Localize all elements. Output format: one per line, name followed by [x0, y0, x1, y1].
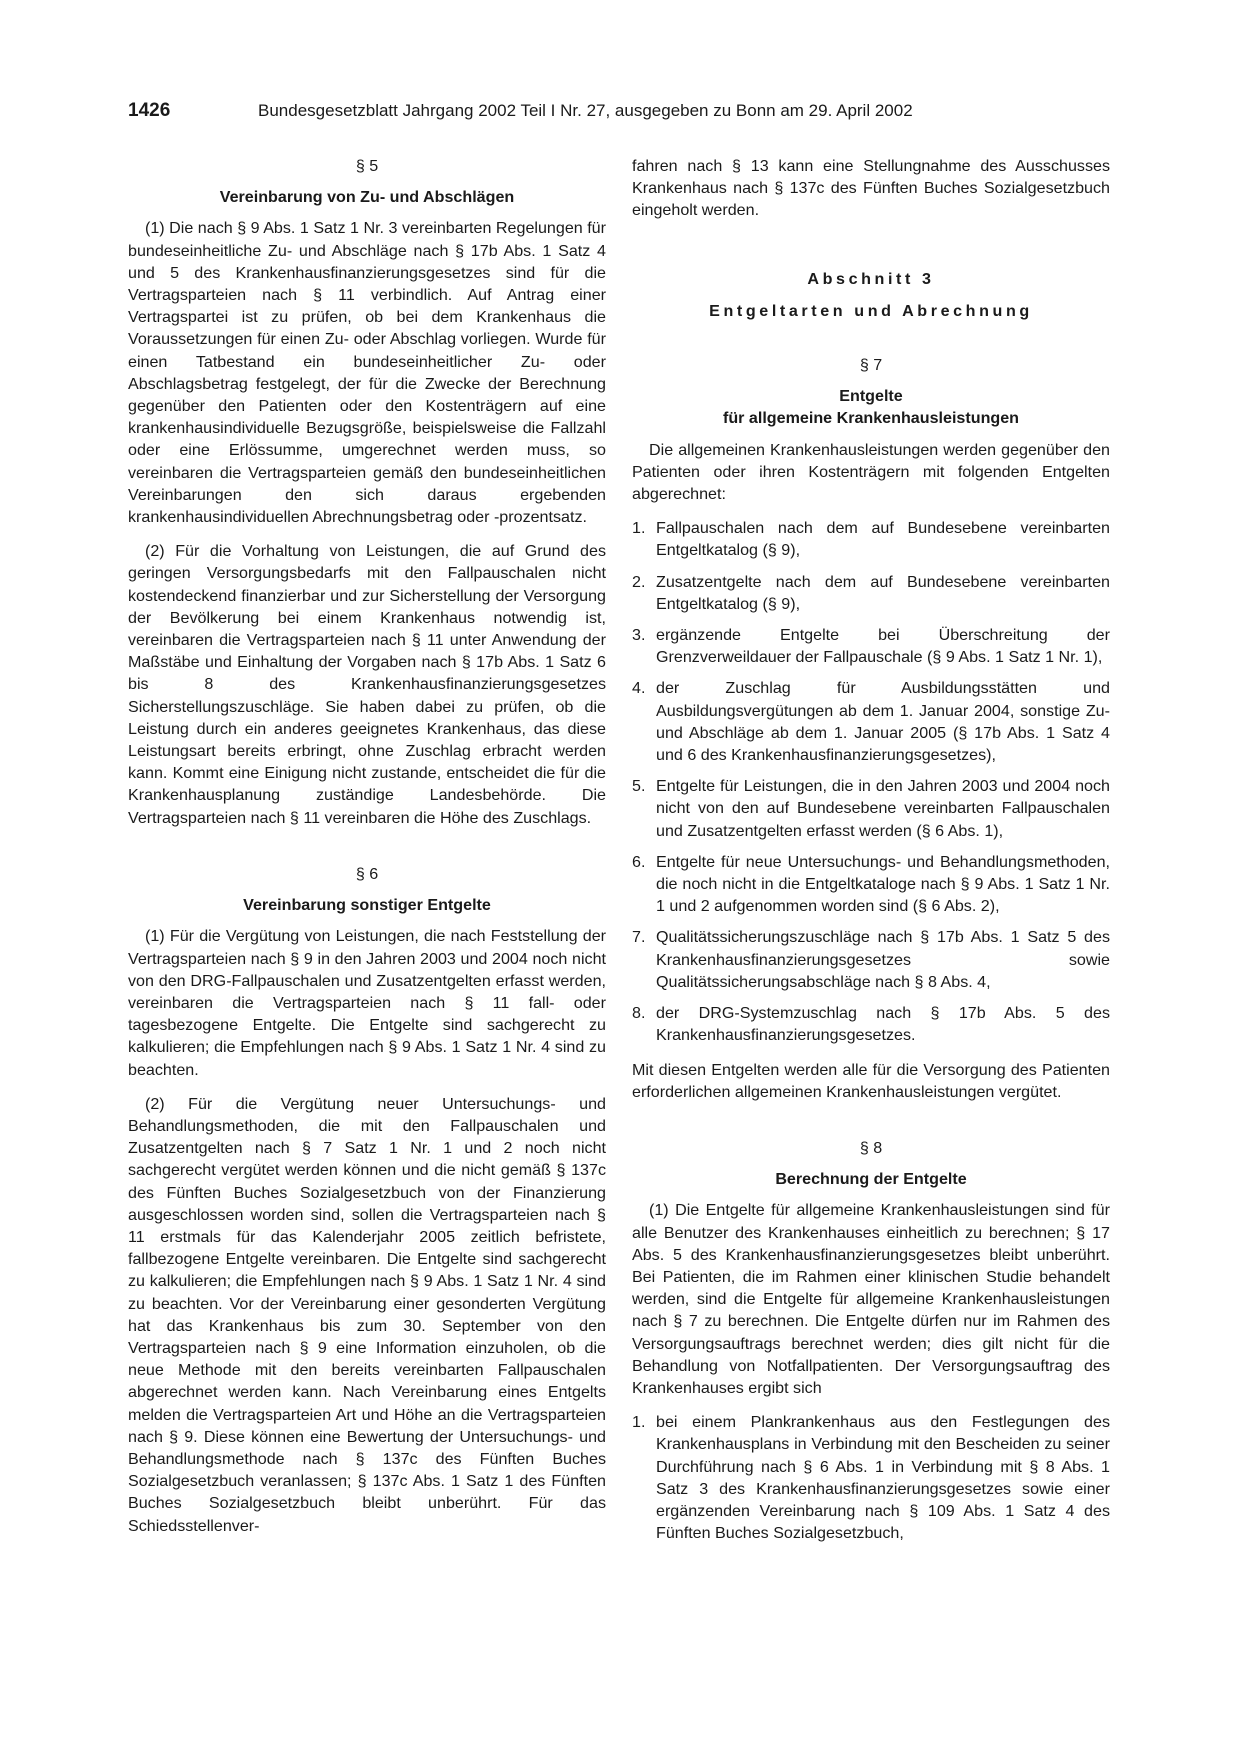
list-item: 8. der DRG-Systemzuschlag nach § 17b Abs. 5 des Krankenhausfinanzierungsgesetzes. — [632, 1004, 1110, 1045]
section-5-title: Vereinbarung von Zu- und Abschlägen — [219, 188, 515, 207]
section-5-paragraph-1: (1) Die nach § 9 Abs. 1 Satz 1 Nr. 3 vereinbarten Regelungen für bundeseinheitliche Zu- und Abschläge nach § 17b Abs. 1 Satz 4 und 5 des Krankenhausfinanzierungsgesetzes sind für die Vertragsparteien nach § 11 verbindlich. Auf Antrag einer Vertragspartei ist zu prüfen, ob bei dem Krankenhaus die Voraussetzungen für einen Zu- oder Abschlag vorliegen. Wurde für einen Tatbestand ein bundeseinheitlicher Zu- oder Abschlagsbetrag festgelegt, der für die Zwecke der Berechnung gegenüber den Patienten oder den Kostenträgern auf eine krankenhausindividuelle Bezugsgröße, beispielsweise die Fallzahl oder eine Erlössumme, umgerechnet werden muss, so vereinbaren die Vertragsparteien gemäß den bundeseinheitlichen Vereinbarungen den sich daraus ergebenden krankenhausindividuellen Abrechnungsbetrag oder -prozentsatz. — [128, 219, 606, 527]
section-8-number: § 8 — [859, 1138, 883, 1157]
section-7-number: § 7 — [859, 356, 883, 375]
section-8-paragraph-1: (1) Die Entgelte für allgemeine Krankenhausleistungen sind für alle Benutzer des Krankenhauses einheitlich zu berechnen; § 17 Abs. 5 des Krankenhausfinanzierungsgesetzes bleibt unberührt. Bei Patienten, die im Rahmen einer klinischen Studie behandelt werden, sind die Entgelte für allgemeine Krankenhausleistungen nach § 7 zu berechnen. Die Entgelte dürfen nur im Rahmen des Versorgungsauftrags berechnet werden; dies gilt nicht für die Behandlung von Notfallpatienten. Der Versorgungsauftrag des Krankenhauses ergibt sich — [632, 1201, 1110, 1397]
list-item: 1. bei einem Plankrankenhaus aus den Festlegungen des Krankenhausplans in Verbindung mit den Bescheiden zu seiner Durchführung nach § 6 Abs. 1 in Verbindung mit § 8 Abs. 1 Satz 3 des Krankenhausfinanzierungsgesetzes sowie einer ergänzenden Vereinbarung nach § 109 Abs. 1 Satz 4 des Fünften Buches Sozialgesetzbuch, — [632, 1413, 1110, 1543]
section-5-number: § 5 — [355, 157, 379, 175]
section-6-number: § 6 — [355, 864, 379, 883]
section-6-continuation: fahren nach § 13 kann eine Stellungnahme des Ausschusses Krankenhaus nach § 137c des Fünften Buches Sozialgesetzbuch eingeholt werden. — [632, 157, 1110, 220]
section-5-paragraph-2: (2) Für die Vorhaltung von Leistungen, die auf Grund des geringen Versorgungsbedarfs mit den Fallpauschalen nicht kostendeckend finanzierbar und zur Sicherstellung der Versorgung der Bevölkerung bei einem Krankenhaus notwendig ist, vereinbaren die Vertragsparteien nach § 11 unter Anwendung der Maßstäbe und Einhaltung der Vorgaben nach § 17b Abs. 1 Satz 6 bis 8 des Krankenhausfinanzierungsgesetzes Sicherstellungszuschläge. Sie haben dabei zu prüfen, ob die Leistung durch ein anderes geeignetes Krankenhaus, das diese Leistungsart bereits erbringt, ohne Zuschlag erbracht werden kann. Kommt eine Einigung nicht zustande, entscheidet die für die Krankenhausplanung zuständige Landesbehörde. Die Vertragsparteien nach § 11 vereinbaren die Höhe des Zuschlags. — [128, 542, 606, 827]
section-6-paragraph-1: (1) Für die Vergütung von Leistungen, die nach Feststellung der Vertragsparteien nach § 9 in den Jahren 2003 und 2004 noch nicht von den DRG-Fallpauschalen und Zusatzentgelten erfasst werden, vereinbaren die Vertragsparteien nach § 11 fall- oder tagesbezogene Entgelte. Die Entgelte sind sachgerecht zu kalkulieren; die Empfehlungen nach § 9 Abs. 1 Satz 1 Nr. 4 sind zu beachten. — [128, 927, 606, 1079]
section-7-outro: Mit diesen Entgelten werden alle für die Versorgung des Patienten erforderlichen allgemeinen Krankenhausleistungen vergütet. — [632, 1060, 1110, 1101]
list-item: 4. der Zuschlag für Ausbildungsstätten und Ausbildungsvergütungen ab dem 1. Januar 2004, sonstige Zu- und Abschläge ab dem 1. Januar 2005 (§ 17b Abs. 1 Satz 4 und 6 des Krankenhausfinanzierungsgesetzes), — [632, 679, 1110, 765]
section-7-list — [632, 517, 1110, 1046]
section-6-paragraph-2: (2) Für die Vergütung neuer Untersuchungs- und Behandlungsmethoden, die mit den Fallpauschalen und Zusatzentgelten nach § 7 Satz 1 Nr. 1 und 2 noch nicht sachgerecht vergütet werden können und die nicht gemäß § 137c des Fünften Buches Sozialgesetzbuch von der Finanzierung ausgeschlossen worden sind, sollen die Vertragsparteien nach § 11 erstmals für das Kalenderjahr 2005 zeitlich befristete, fallbezogene Entgelte vereinbaren. Die Entgelte sind sachgerecht zu kalkulieren; die Empfehlungen nach § 9 Abs. 1 Satz 1 Nr. 4 sind zu beachten. Vor der Vereinbarung einer gesonderten Vergütung hat das Krankenhaus bis zum 30. September von den Vertragsparteien nach § 9 eine Information einzuholen, ob die neue Methode mit den bereits vereinbarten Fallpauschalen abgerechnet werden kann. Nach Vereinbarung eines Entgelts melden die Vertragsparteien Art und Höhe an die Vertragsparteien nach § 9. Diese können eine Bewertung der Untersuchungs- und Behandlungsmethode nach § 137c des Fünften Buches Sozialgesetzbuch veranlassen; § 137c Abs. 1 Satz 1 des Fünften Buches Sozialgesetzbuch bleibt unberührt. Für das Schiedsstellenver- — [128, 1094, 606, 1535]
abschnitt-title: Entgeltarten und Abrechnung — [709, 301, 1033, 320]
page-number: 1426 — [128, 100, 171, 121]
abschnitt-label: Abschnitt 3 — [807, 269, 935, 288]
running-title: Bundesgesetzblatt Jahrgang 2002 Teil I Nr. 27, ausgegeben zu Bonn am 29. April 2002 — [258, 101, 913, 120]
right-column — [632, 155, 1110, 1556]
list-item: 1. Fallpauschalen nach dem auf Bundesebene vereinbarten Entgeltkatalog (§ 9), — [632, 519, 1110, 560]
list-item: 5. Entgelte für Leistungen, die in den Jahren 2003 und 2004 noch nicht von den auf Bundesebene vereinbarten Fallpauschalen und Zusatzentgelten erfasst werden (§ 6 Abs. 1), — [632, 777, 1110, 840]
list-item: 2. Zusatzentgelte nach dem auf Bundesebene vereinbarten Entgeltkatalog (§ 9), — [632, 572, 1110, 613]
section-6-title: Vereinbarung sonstiger Entgelte — [243, 896, 491, 915]
list-item: 3. ergänzende Entgelte bei Überschreitung der Grenzverweildauer der Fallpauschale (§ 9 Abs. 1 Satz 1 Nr. 1), — [632, 626, 1110, 667]
section-7-title-line-1: Entgelte — [839, 387, 903, 406]
section-8-list — [632, 1411, 1110, 1544]
section-7-title-line-2: für allgemeine Krankenhausleistungen — [722, 409, 1020, 428]
list-item: 7. Qualitätssicherungszuschläge nach § 17b Abs. 1 Satz 5 des Krankenhausfinanzierungsgesetzes sowie Qualitätssicherungsabschläge nach § 8 Abs. 4, — [632, 928, 1110, 991]
list-item: 6. Entgelte für neue Untersuchungs- und Behandlungsmethoden, die noch nicht in die Entgeltkataloge nach § 9 Abs. 1 Satz 1 Nr. 1 und 2 aufgenommen worden sind (§ 6 Abs. 2), — [632, 852, 1110, 916]
left-column — [128, 155, 606, 1549]
page-header — [128, 100, 1114, 130]
section-8-title: Berechnung der Entgelte — [775, 1170, 967, 1189]
section-7-intro: Die allgemeinen Krankenhausleistungen werden gegenüber den Patienten oder ihren Kostenträgern mit folgenden Entgelten abgerechnet: — [632, 440, 1110, 504]
